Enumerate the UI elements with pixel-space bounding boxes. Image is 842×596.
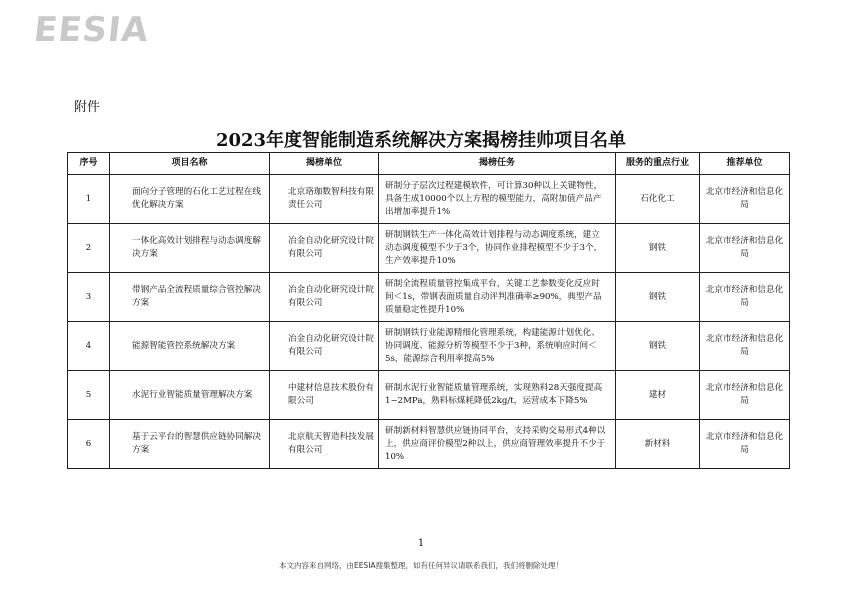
cell-unit: 冶金自动化研究设计院有限公司 bbox=[270, 322, 379, 371]
cell-task: 研制水泥行业智能质量管理系统，实现熟料28天强度提高1~2MPa，熟料标煤耗降低2kg/t，运营成本下降5% bbox=[379, 371, 616, 420]
table-row bbox=[68, 420, 790, 469]
cell-number: 2 bbox=[68, 224, 110, 273]
cell-industry: 新材料 bbox=[616, 420, 700, 469]
cell-recommender: 北京市经济和信息化局 bbox=[700, 371, 790, 420]
cell-industry: 石化化工 bbox=[616, 175, 700, 224]
cell-project-name: 带钢产品全流程质量综合管控解决方案 bbox=[110, 273, 270, 322]
cell-number: 1 bbox=[68, 175, 110, 224]
cell-industry: 钢铁 bbox=[616, 273, 700, 322]
project-list-table bbox=[67, 152, 790, 469]
page-number: 1 bbox=[417, 538, 425, 549]
cell-recommender: 北京市经济和信息化局 bbox=[700, 175, 790, 224]
cell-unit: 北京航天智造科技发展有限公司 bbox=[270, 420, 379, 469]
cell-number: 3 bbox=[68, 273, 110, 322]
cell-task: 研制新材料智慧供应链协同平台，支持采购交易形式4种以上，供应商评价模型2种以上，供应商管理效率提升不少于10% bbox=[379, 420, 616, 469]
cell-recommender: 北京市经济和信息化局 bbox=[700, 224, 790, 273]
cell-recommender: 北京市经济和信息化局 bbox=[700, 420, 790, 469]
cell-number: 4 bbox=[68, 322, 110, 371]
header-task: 揭榜任务 bbox=[379, 153, 616, 175]
header-unit: 揭榜单位 bbox=[270, 153, 379, 175]
cell-task: 研制钢铁行业能源精细化管理系统，构建能源计划优化、协同调度、能源分析等模型不少于3种，系统响应时间＜5s，能源综合利用率提高5% bbox=[379, 322, 616, 371]
cell-industry: 钢铁 bbox=[616, 322, 700, 371]
table-row bbox=[68, 322, 790, 371]
cell-task: 研制分子层次过程建模软件，可计算30种以上关键物性，具备生成10000个以上方程的模型能力，高附加值产品产出增加率提升1% bbox=[379, 175, 616, 224]
eesia-logo: EESIA bbox=[31, 10, 152, 50]
annex-label: 附件 bbox=[74, 100, 101, 115]
cell-unit: 冶金自动化研究设计院有限公司 bbox=[270, 224, 379, 273]
cell-task: 研制全流程质量管控集成平台，关键工艺参数变化反应时间＜1s，带钢表面质量自动评判准确率≥90%，典型产品质量稳定性提升10% bbox=[379, 273, 616, 322]
table-row bbox=[68, 371, 790, 420]
cell-project-name: 面向分子管理的石化工艺过程在线优化解决方案 bbox=[110, 175, 270, 224]
table-row bbox=[68, 175, 790, 224]
cell-project-name: 基于云平台的智慧供应链协同解决方案 bbox=[110, 420, 270, 469]
cell-task: 研制钢铁生产一体化高效计划排程与动态调度系统，建立动态调度模型不少于3个，协同作业排程模型不少于3个，生产效率提升10% bbox=[379, 224, 616, 273]
cell-industry: 建材 bbox=[616, 371, 700, 420]
cell-project-name: 一体化高效计划排程与动态调度解决方案 bbox=[110, 224, 270, 273]
table-row bbox=[68, 273, 790, 322]
header-number: 序号 bbox=[68, 153, 110, 175]
table-row bbox=[68, 224, 790, 273]
cell-recommender: 北京市经济和信息化局 bbox=[700, 322, 790, 371]
cell-project-name: 水泥行业智能质量管理解决方案 bbox=[110, 371, 270, 420]
cell-unit: 北京珞珈数智科技有限责任公司 bbox=[270, 175, 379, 224]
cell-industry: 钢铁 bbox=[616, 224, 700, 273]
cell-project-name: 能源智能管控系统解决方案 bbox=[110, 322, 270, 371]
header-project-name: 项目名称 bbox=[110, 153, 270, 175]
footer-disclaimer: 本文内容来自网络，由EESIA搜集整理，如有任何异议请联系我们，我们将删除处理！ bbox=[278, 561, 564, 570]
cell-unit: 中建材信息技术股份有限公司 bbox=[270, 371, 379, 420]
cell-recommender: 北京市经济和信息化局 bbox=[700, 273, 790, 322]
cell-number: 5 bbox=[68, 371, 110, 420]
cell-number: 6 bbox=[68, 420, 110, 469]
table-header-row bbox=[68, 153, 790, 175]
cell-unit: 冶金自动化研究设计院有限公司 bbox=[270, 273, 379, 322]
document-title: 2023年度智能制造系统解决方案揭榜挂帅项目名单 bbox=[215, 130, 627, 151]
header-industry: 服务的重点行业 bbox=[616, 153, 700, 175]
header-recommender: 推荐单位 bbox=[700, 153, 790, 175]
